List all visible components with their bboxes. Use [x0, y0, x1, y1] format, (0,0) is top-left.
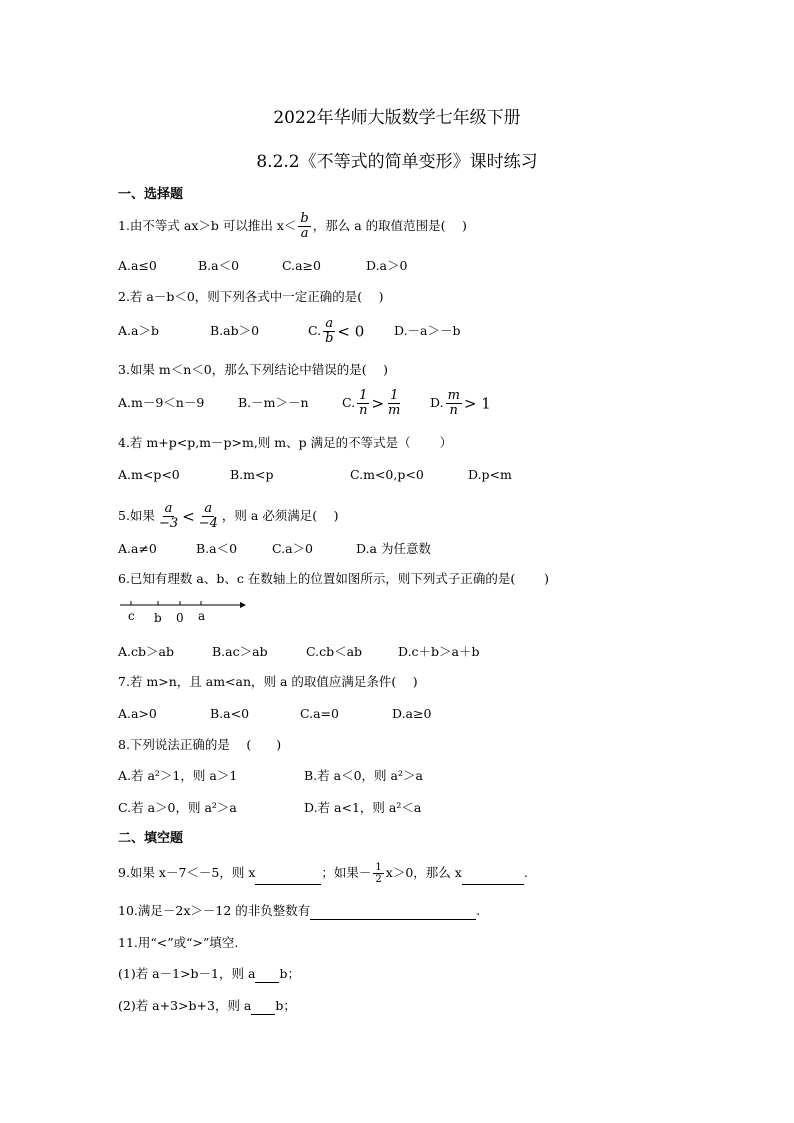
q5-option-a[interactable]: A.a≠0 — [118, 541, 157, 556]
q8-option-d[interactable]: D.若 a<1，则 a²＜a — [304, 800, 422, 815]
q9-stem-pre: 9.如果 x－7＜－5，则 x — [118, 865, 256, 880]
q1-option-b[interactable]: B.a＜0 — [198, 258, 240, 273]
q8-options-row2 — [118, 799, 421, 817]
q8-option-c[interactable]: C.若 a＞0，则 a²＞a — [118, 800, 237, 815]
q7-option-a[interactable]: A.a>0 — [118, 706, 157, 721]
q2-option-c-fraction — [323, 317, 335, 346]
q10-stem: 10.满足－2x＞－12 的非负整数有 — [118, 903, 311, 918]
section-choice-heading: 一、选择题 — [118, 187, 184, 202]
axis-label-a: a — [198, 609, 206, 623]
question-11: 11.用“<”或“>”填空. — [118, 935, 239, 950]
q3-c-frac1 — [357, 389, 369, 418]
q9-frac-den: 2 — [375, 874, 382, 885]
q6-option-d[interactable]: D.c＋b＞a＋b — [398, 644, 480, 659]
question-7: 7.若 m>n，且 am<an，则 a 的取值应满足条件( ) — [118, 674, 418, 689]
q5-options — [118, 540, 431, 558]
q6-options — [118, 643, 480, 661]
q7-option-c[interactable]: C.a=0 — [300, 706, 339, 721]
q3-option-c[interactable] — [342, 389, 430, 418]
q1-frac-den: a — [300, 226, 309, 241]
q3-d-rel: > 1 — [463, 394, 491, 413]
q5-option-c[interactable]: C.a＞0 — [272, 541, 313, 556]
q3-c-den1: n — [359, 403, 368, 418]
q4-option-b[interactable]: B.m<p — [230, 467, 274, 482]
q7-option-d[interactable]: D.a≥0 — [392, 706, 432, 721]
q3-c-rel: > — [371, 394, 385, 413]
q11-s1-blank[interactable] — [255, 968, 279, 983]
axis-label-0: 0 — [176, 611, 184, 625]
q3-options — [118, 389, 491, 418]
q2-option-c[interactable] — [308, 317, 394, 346]
q9-frac-num: 1 — [375, 862, 382, 873]
document-subtitle: 8.2.2《不等式的简单变形》课时练习 — [256, 152, 538, 172]
q11-s2-post: b； — [275, 998, 296, 1013]
question-3: 3.如果 m＜n＜0，那么下列结论中错误的是( ) — [118, 362, 388, 377]
q5-den1: −3 — [158, 516, 179, 531]
question-4: 4.若 m+p<p,m－p>m,则 m、p 满足的不等式是（ ） — [118, 435, 453, 450]
q5-num1: a — [164, 501, 173, 516]
q10-end: . — [476, 903, 481, 918]
q3-option-d[interactable] — [430, 389, 491, 418]
q9-blank-2[interactable] — [462, 870, 524, 885]
q1-stem-post: ，那么 a 的取值范围是( ) — [312, 218, 467, 233]
q7-options — [118, 705, 431, 723]
q5-num2: a — [204, 501, 213, 516]
q4-option-c[interactable]: C.m<0,p<0 — [350, 467, 424, 482]
q9-stem-post: x＞0，那么 x — [385, 865, 462, 880]
q2-option-b[interactable]: B.ab＞0 — [210, 323, 260, 338]
q6-option-c[interactable]: C.cb＜ab — [306, 644, 363, 659]
q1-option-d[interactable]: D.a＞0 — [366, 258, 408, 273]
q5-frac1 — [157, 502, 180, 531]
q3-c-num1: 1 — [359, 388, 368, 403]
q4-options — [118, 466, 512, 484]
q1-stem-pre: 1.由不等式 ax＞b 可以推出 x＜ — [118, 218, 297, 233]
q3-c-den2: m — [388, 403, 401, 418]
document-title: 2022年华师大版数学七年级下册 — [273, 108, 521, 128]
q1-frac-num: b — [300, 211, 309, 226]
question-5 — [118, 502, 339, 531]
q11-s1-pre: (1)若 a－1>b－1，则 a — [118, 966, 256, 981]
q8-option-a[interactable]: A.若 a²＞1，则 a＞1 — [118, 768, 238, 783]
q5-frac2 — [197, 502, 220, 531]
q11-s2-blank[interactable] — [251, 1000, 275, 1015]
q9-stem-mid: ；如果－ — [321, 865, 372, 880]
q7-option-b[interactable]: B.a<0 — [210, 706, 250, 721]
q4-option-a[interactable]: A.m<p<0 — [118, 467, 180, 482]
q1-option-a[interactable]: A.a≤0 — [118, 258, 157, 273]
q3-option-b[interactable]: B.－m＞－n — [238, 395, 309, 410]
axis-label-c: c — [128, 609, 135, 623]
question-1 — [118, 212, 467, 241]
q5-stem-pre: 5.如果 — [118, 508, 155, 523]
question-9 — [118, 862, 528, 885]
q3-d-num: m — [447, 388, 460, 403]
q9-blank-1[interactable] — [255, 870, 321, 885]
q3-option-a[interactable]: A.m－9＜n－9 — [118, 395, 205, 410]
q1-fraction — [298, 212, 310, 241]
q3-c-num2: 1 — [390, 388, 399, 403]
number-line-arrow — [240, 602, 246, 608]
q6-option-a[interactable]: A.cb＞ab — [118, 644, 174, 659]
q11-sub-2 — [118, 997, 296, 1015]
q3-option-c-label: C. — [342, 395, 356, 410]
q5-option-b[interactable]: B.a＜0 — [196, 541, 238, 556]
q5-stem-post: ，则 a 必须满足( ) — [221, 508, 339, 523]
q10-blank[interactable] — [310, 905, 476, 920]
q11-sub-1 — [118, 965, 300, 983]
q2-options — [118, 317, 461, 346]
q2-c-num: a — [325, 316, 334, 331]
q11-s2-pre: (2)若 a+3>b+3，则 a — [118, 998, 252, 1013]
q9-end: . — [523, 865, 528, 880]
axis-label-b: b — [154, 611, 162, 625]
q6-option-b[interactable]: B.ac＞ab — [212, 644, 268, 659]
q3-d-den: n — [449, 403, 458, 418]
q5-rel: < — [182, 507, 195, 526]
question-10 — [118, 902, 480, 920]
q3-option-d-label: D. — [430, 395, 444, 410]
q2-option-c-rel: < 0 — [337, 322, 365, 341]
q5-option-d[interactable]: D.a 为任意数 — [356, 541, 431, 556]
question-2: 2.若 a－b＜0，则下列各式中一定正确的是( ) — [118, 289, 384, 304]
question-8: 8.下列说法正确的是 ( ) — [118, 737, 282, 752]
q2-option-d[interactable]: D.－a＞－b — [394, 323, 461, 338]
q2-option-c-label: C. — [308, 323, 322, 338]
q1-option-c[interactable]: C.a≥0 — [282, 258, 321, 273]
q3-d-frac — [446, 389, 462, 418]
question-6: 6.已知有理数 a、b、c 在数轴上的位置如图所示，则下列式子正确的是( ) — [118, 571, 550, 586]
q8-options-row1 — [118, 767, 423, 785]
q2-option-a[interactable]: A.a＞b — [118, 323, 159, 338]
number-line — [118, 598, 248, 628]
q11-s1-post: b； — [279, 966, 300, 981]
q5-den2: −4 — [198, 516, 218, 531]
q2-c-den: b — [325, 331, 334, 346]
section-fill-heading: 二、填空题 — [118, 831, 184, 846]
q8-option-b[interactable]: B.若 a＜0，则 a²＞a — [304, 768, 423, 783]
q1-options — [118, 257, 407, 275]
q3-c-frac2 — [386, 389, 402, 418]
q9-fraction — [373, 862, 383, 885]
q4-option-d[interactable]: D.p<m — [468, 467, 512, 482]
